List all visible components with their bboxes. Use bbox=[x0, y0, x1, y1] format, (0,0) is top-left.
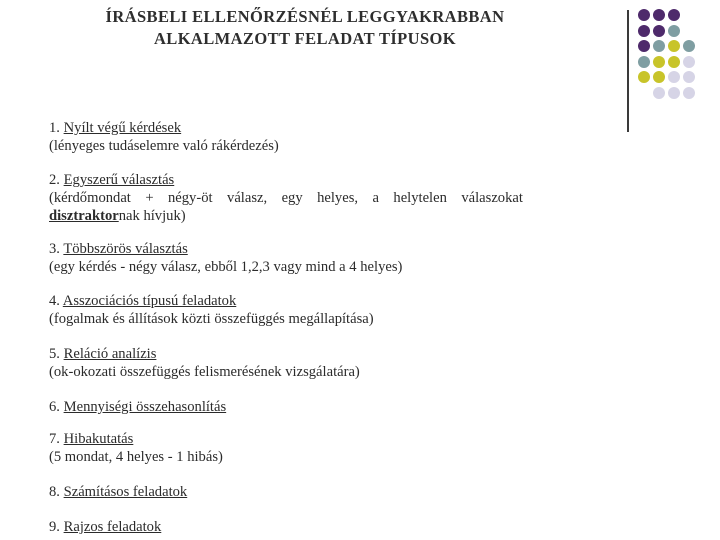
word: négy-öt bbox=[167, 190, 213, 206]
item-number: 6. bbox=[49, 399, 60, 415]
item-number: 1. bbox=[49, 120, 60, 136]
item-description: (lényeges tudáselemre való rákérdezés) bbox=[49, 138, 279, 154]
item-label: Egyszerű választás bbox=[63, 172, 175, 188]
item-label: Asszociációs típusú feladatok bbox=[62, 293, 237, 309]
lavender-dot bbox=[683, 56, 695, 68]
word: válaszokat bbox=[461, 190, 523, 206]
word: egy bbox=[281, 190, 303, 206]
item-label: Hibakutatás bbox=[63, 431, 134, 447]
list-item-1 bbox=[49, 119, 539, 155]
list-item-7 bbox=[49, 430, 539, 466]
list-item-9 bbox=[49, 518, 539, 536]
item-label: Mennyiségi összehasonlítás bbox=[63, 399, 227, 415]
item-number: 4. bbox=[49, 293, 60, 309]
item-number: 2. bbox=[49, 172, 60, 188]
title-line-2: ALKALMAZOTT FELADAT TÍPUSOK bbox=[153, 29, 457, 48]
teal-dot bbox=[638, 56, 650, 68]
teal-dot bbox=[653, 40, 665, 52]
item-label: Többszörös választás bbox=[63, 241, 188, 257]
empty-dot-slot bbox=[683, 9, 695, 21]
item-description-line-1 bbox=[49, 189, 523, 207]
word: válasz, bbox=[227, 190, 268, 206]
item-number: 9. bbox=[49, 519, 60, 535]
item-number: 8. bbox=[49, 484, 60, 500]
list-item-6 bbox=[49, 398, 539, 416]
item-label: Nyílt végű kérdések bbox=[63, 120, 182, 136]
word: a bbox=[372, 190, 379, 206]
list-item-8 bbox=[49, 483, 539, 501]
item-label: Reláció analízis bbox=[63, 346, 157, 362]
lavender-dot bbox=[683, 71, 695, 83]
purple-dot bbox=[638, 40, 650, 52]
description-rest: nak hívjuk) bbox=[118, 208, 186, 224]
lavender-dot bbox=[668, 87, 680, 99]
item-description: (fogalmak és állítások közti összefüggés megállapítása) bbox=[49, 311, 374, 327]
page-title bbox=[70, 6, 540, 50]
purple-dot bbox=[638, 9, 650, 21]
word: + bbox=[145, 190, 154, 206]
lavender-dot bbox=[653, 87, 665, 99]
dot-grid-decoration bbox=[638, 9, 698, 102]
vertical-divider bbox=[627, 10, 629, 132]
lavender-dot bbox=[683, 87, 695, 99]
teal-dot bbox=[668, 25, 680, 37]
purple-dot bbox=[668, 9, 680, 21]
lavender-dot bbox=[668, 71, 680, 83]
item-number: 7. bbox=[49, 431, 60, 447]
empty-dot-slot bbox=[683, 25, 695, 37]
list-item-4 bbox=[49, 292, 539, 328]
item-label: Számításos feladatok bbox=[63, 484, 188, 500]
list-item-5 bbox=[49, 345, 539, 381]
word: helyes, bbox=[317, 190, 359, 206]
item-label: Rajzos feladatok bbox=[63, 519, 162, 535]
olive-dot bbox=[668, 40, 680, 52]
item-description-line-2 bbox=[49, 207, 539, 225]
item-description: (egy kérdés - négy válasz, ebből 1,2,3 vagy mind a 4 helyes) bbox=[49, 259, 403, 275]
title-line-1: ÍRÁSBELI ELLENŐRZÉSNÉL LEGGYAKRABBAN bbox=[105, 7, 505, 26]
word: helytelen bbox=[393, 190, 447, 206]
item-description: (ok-okozati összefüggés felismerésének vizsgálatára) bbox=[49, 364, 360, 380]
purple-dot bbox=[653, 25, 665, 37]
olive-dot bbox=[638, 71, 650, 83]
highlighted-term: disztraktor bbox=[49, 208, 119, 224]
olive-dot bbox=[653, 56, 665, 68]
purple-dot bbox=[653, 9, 665, 21]
list-item-3 bbox=[49, 240, 539, 276]
empty-dot-slot bbox=[638, 87, 650, 99]
word: (kérdőmondat bbox=[49, 190, 131, 206]
item-number: 5. bbox=[49, 346, 60, 362]
purple-dot bbox=[638, 25, 650, 37]
list-item-2 bbox=[49, 171, 539, 225]
item-number: 3. bbox=[49, 241, 60, 257]
item-description: (5 mondat, 4 helyes - 1 hibás) bbox=[49, 449, 223, 465]
olive-dot bbox=[668, 56, 680, 68]
olive-dot bbox=[653, 71, 665, 83]
teal-dot bbox=[683, 40, 695, 52]
